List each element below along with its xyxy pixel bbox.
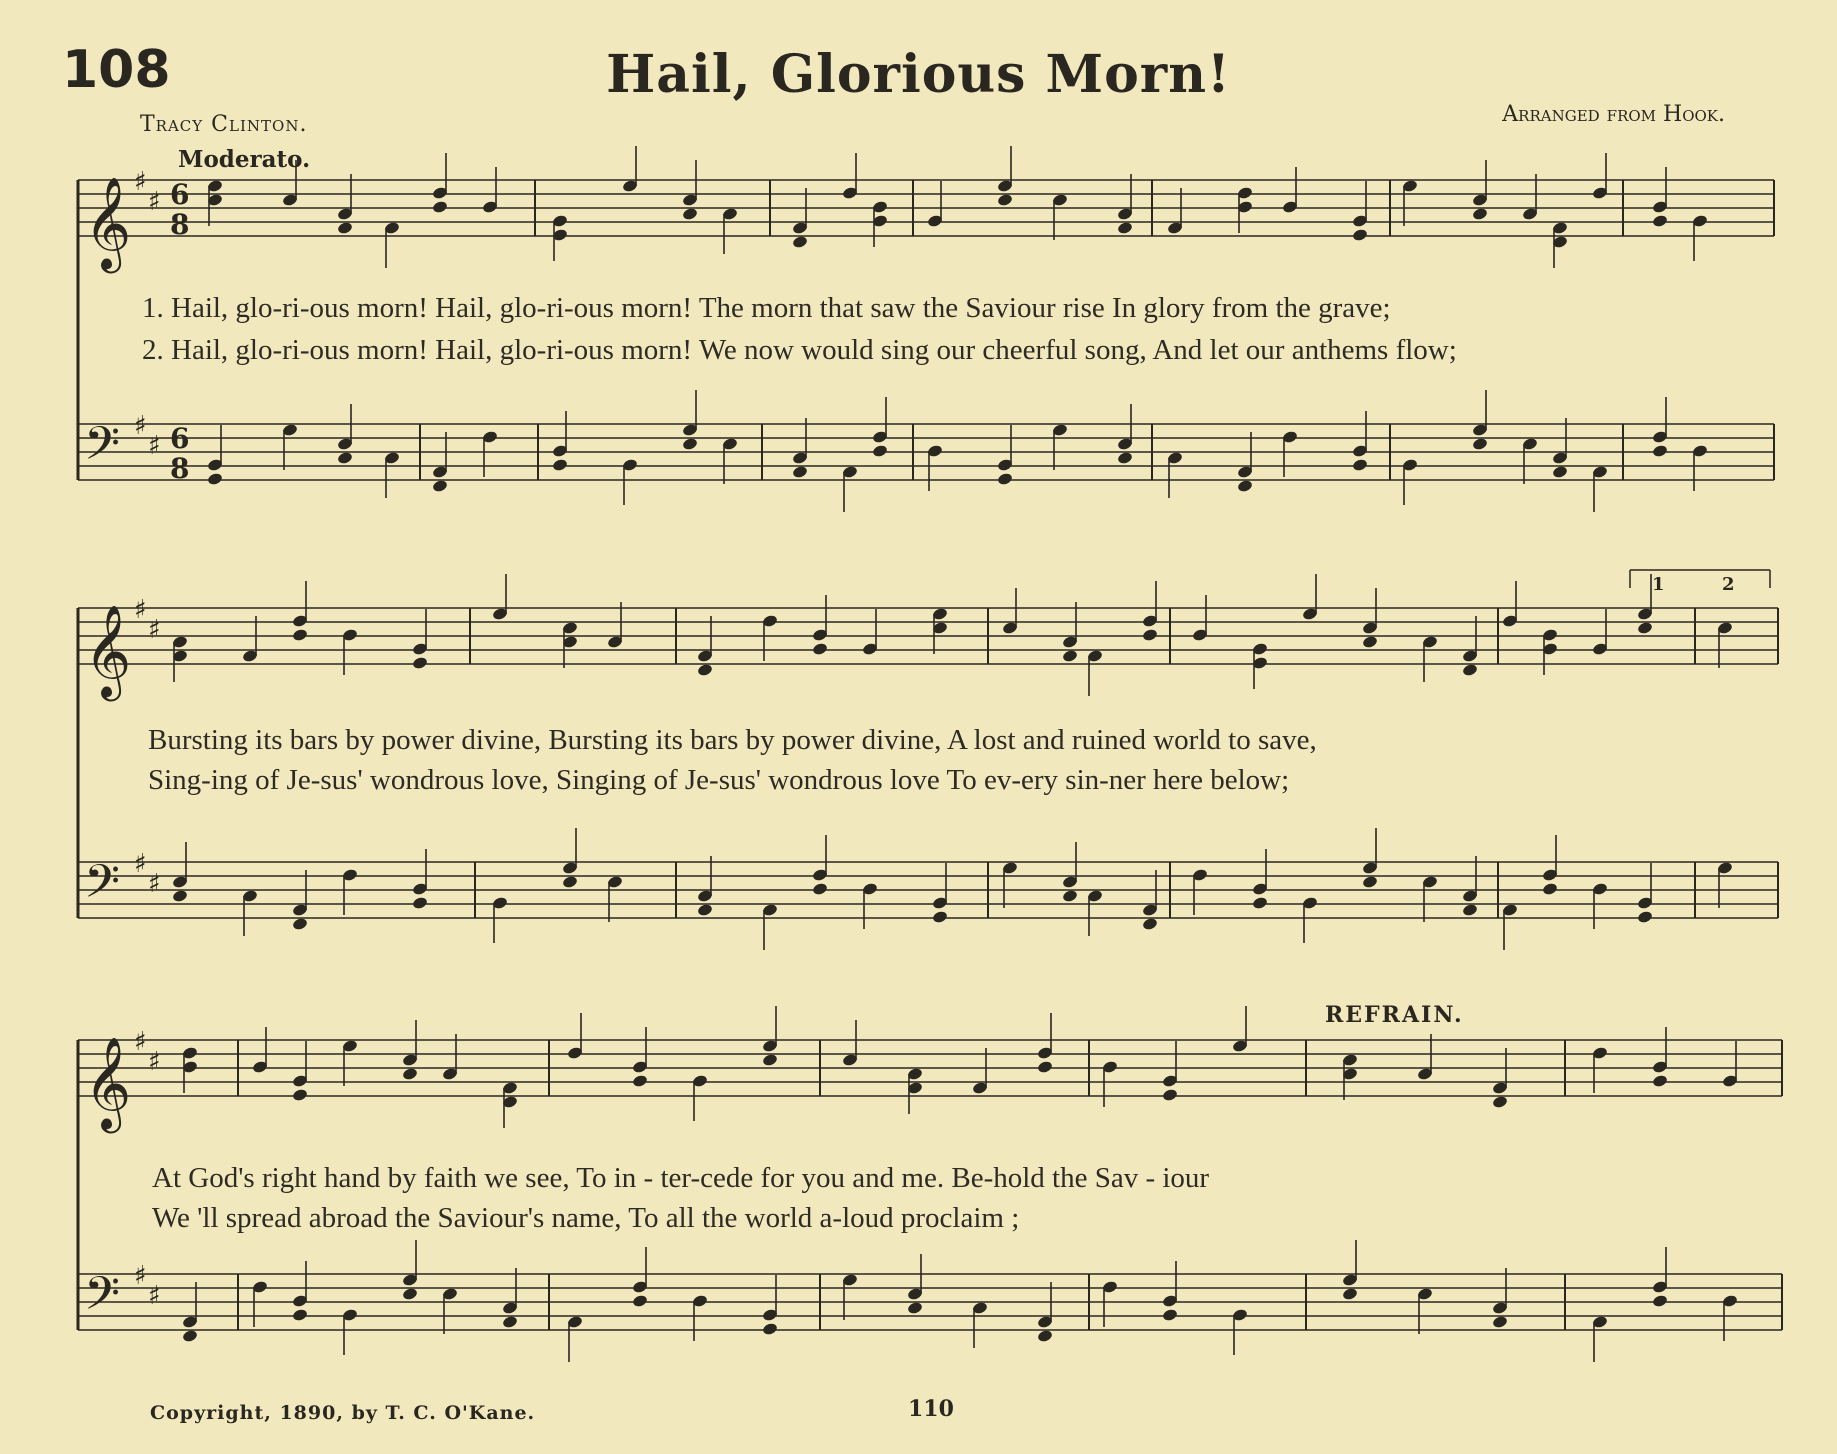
system-1-bass-note [552,458,569,472]
system-3-bass-note [1342,1287,1359,1301]
treble-time-signature-bottom: 8 [170,208,190,241]
system-2-bass-note [412,896,429,910]
page-number: 110 [908,1396,954,1422]
system-2-treble-note [1062,649,1079,663]
system-3-treble-note [1037,1060,1054,1074]
system-1-bass-note [792,465,809,479]
system-1-treble-note [997,193,1014,207]
bass-time-signature-bottom: 8 [170,452,190,485]
system-1-bass-note [1117,451,1134,465]
system-3-bass-clef: 𝄢 [84,1267,121,1332]
system-1-treble-note [1472,207,1489,221]
system-2-bass-note [1462,903,1479,917]
author-credit: Tracy Clinton. [140,112,308,137]
lyric-system3-verse1: At God's right hand by faith we see, To in - ter-cede for you and me. Be-hold the Sav - iour [152,1162,1210,1194]
system-1-bass-note [682,437,699,451]
hymn-title: Hail, Glorious Morn! [606,44,1231,105]
system-2-treble-key-sharp: ♯ [134,595,147,625]
lyric-system1-verse1: 1. Hail, glo-ri-ous morn! Hail, glo-ri-ous morn! The morn that saw the Saviour rise In glory from the grave; [142,292,1391,324]
system-2-bass-note [697,903,714,917]
system-3-bass-key-sharp: ♯ [148,1281,161,1311]
system-2-bass-note [172,889,189,903]
system-1-treble-key-sharp: ♯ [148,187,161,217]
system-1-treble-key-sharp: ♯ [134,167,147,197]
second-ending-number: 2 [1722,574,1735,595]
arranger-credit: Arranged from Hook. [1502,102,1725,127]
system-1-treble-note [682,207,699,221]
system-1-treble-note [337,221,354,235]
first-ending-number: 1 [1652,574,1665,595]
system-2-bass-note [562,875,579,889]
system-3-treble-note [402,1067,419,1081]
system-3-treble-note [1652,1074,1669,1088]
system-2-bass-note [292,917,309,931]
lyric-system2-verse1: Bursting its bars by power divine, Bursting its bars by power divine, A lost and ruined world to save, [148,724,1317,756]
system-3-bass-note [402,1287,419,1301]
system-3-bass-note [292,1308,309,1322]
system-3-bass-note [1162,1308,1179,1322]
copyright-notice: Copyright, 1890, by T. C. O'Kane. [150,1402,536,1424]
system-2-bass-note [932,910,949,924]
system-1-bass-note [997,472,1014,486]
system-2-treble-clef: 𝄞 [84,604,132,697]
system-2-treble-note [697,663,714,677]
system-1-bass-note [207,472,224,486]
system-2-treble-note [812,642,829,656]
system-3-treble-clef: 𝄞 [84,1036,132,1129]
system-1-bass-key-sharp: ♯ [148,431,161,461]
lyric-system3-verse2: We 'll spread abroad the Saviour's name, To all the world a-loud proclaim ; [152,1202,1020,1234]
system-2-bass-note [1637,910,1654,924]
lyric-system2-verse2: Sing-ing of Je-sus' wondrous love, Singing of Je-sus' wondrous love To ev-ery sin-ner here below; [148,764,1290,796]
system-2-bass-note [1062,889,1079,903]
system-1-bass-key-sharp: ♯ [134,411,147,441]
system-3-bass-key-sharp: ♯ [134,1261,147,1291]
system-2-bass-note [1252,896,1269,910]
system-3-treble-note [1492,1095,1509,1109]
system-2-bass-note [812,882,829,896]
system-2-bass-key-sharp: ♯ [134,849,147,879]
system-3-bass-note [182,1329,199,1343]
system-3-treble-key-sharp: ♯ [148,1047,161,1077]
system-1-bass-note [1352,458,1369,472]
system-1-bass-note [337,451,354,465]
system-3-bass-note [1652,1294,1669,1308]
system-3-treble-note [762,1053,779,1067]
system-3-treble-note [632,1074,649,1088]
system-2-bass-note [1142,917,1159,931]
system-1-treble-note [1117,221,1134,235]
system-1-treble-note [1352,228,1369,242]
system-1-bass-note [1552,465,1569,479]
system-3-bass-note [907,1301,924,1315]
system-3-bass-note [1492,1315,1509,1329]
lyric-system1-verse2: 2. Hail, glo-ri-ous morn! Hail, glo-ri-ous morn! We now would sing our cheerful song, And let our anthems flow; [142,334,1457,366]
system-2-treble-note [1462,663,1479,677]
tempo-marking: Moderato. [178,146,311,173]
system-3-treble-note [292,1088,309,1102]
bass-time-signature-top: 6 [170,422,190,455]
system-2-treble-note [1362,635,1379,649]
system-3-bass-note [762,1322,779,1336]
system-2-treble-note [412,656,429,670]
system-1-treble-note [432,200,449,214]
system-2-treble-note [1637,621,1654,635]
system-3-bass-note [1037,1329,1054,1343]
system-1-bass-note [1472,437,1489,451]
system-3-treble-note [1162,1088,1179,1102]
system-1-bass-note [872,444,889,458]
system-1-bass-note [1652,444,1669,458]
system-1-treble-clef: 𝄞 [84,176,132,269]
treble-time-signature-top: 6 [170,178,190,211]
system-1-treble-note [1652,214,1669,228]
system-2-treble-note [292,628,309,642]
system-2-treble-key-sharp: ♯ [148,615,161,645]
system-2-bass-note [1542,882,1559,896]
system-1-bass-note [1237,479,1254,493]
system-3-treble-key-sharp: ♯ [134,1027,147,1057]
system-1-bass-clef: 𝄢 [84,417,121,482]
system-3-bass-note [632,1294,649,1308]
system-2-bass-key-sharp: ♯ [148,869,161,899]
system-2-bass-note [1362,875,1379,889]
system-1-bass-note [432,479,449,493]
system-3-bass-note [502,1315,519,1329]
hymn-number: 108 [62,40,171,100]
refrain-label: REFRAIN. [1325,1002,1464,1028]
system-2-bass-clef: 𝄢 [84,855,121,920]
system-1-treble-note [792,235,809,249]
system-2-treble-note [1142,628,1159,642]
